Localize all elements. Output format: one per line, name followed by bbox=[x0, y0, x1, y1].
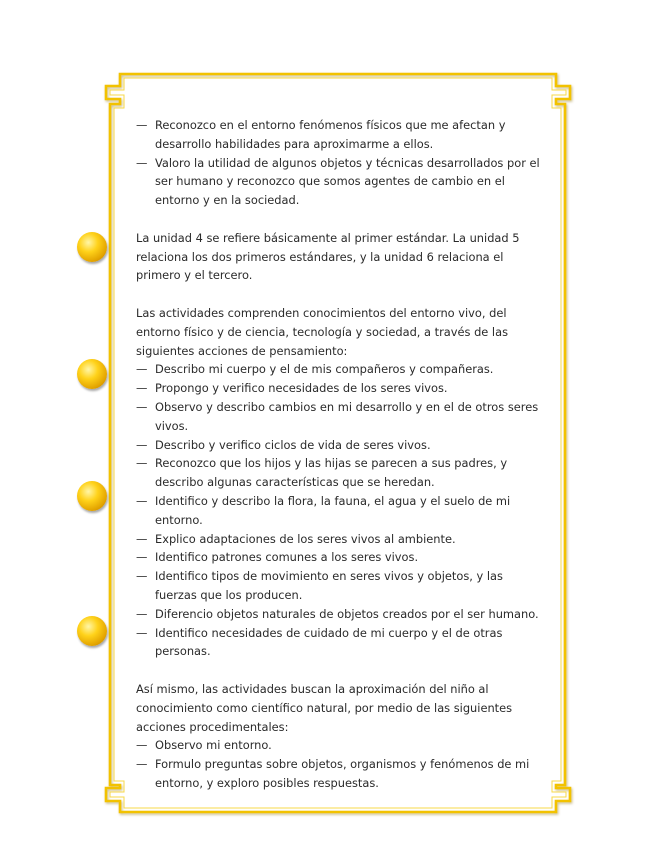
list-item: — Reconozco que los hijos y las hijas se parecen a sus padres, y describo algunas características que se heredan. bbox=[136, 456, 508, 490]
list-item: — Formulo preguntas sobre objetos, organismos y fenómenos de mi entorno, y exploro posibles respuestas. bbox=[136, 757, 530, 790]
list-item: — Describo mi cuerpo y el de mis compañeros y compañeras. bbox=[136, 362, 494, 377]
gold-bullet-decoration bbox=[77, 481, 107, 511]
list-item: — Valoro la utilidad de algunos objetos y técnicas desarrollados por el ser humano y reconozco que somos agentes de cambio en el entorno y en la sociedad. bbox=[136, 155, 540, 208]
list-item: — Identifico patrones comunes a los seres vivos. bbox=[136, 550, 419, 565]
list-item: — Identifico y describo la flora, la fauna, el agua y el suelo de mi entorno. bbox=[136, 493, 511, 527]
list-item: — Observo mi entorno. bbox=[136, 738, 272, 753]
procedural-actions-list bbox=[136, 736, 541, 792]
paragraph-activities: Las actividades comprenden conocimientos del entorno vivo, del entorno físico y de ciencia, tecnología y sociedad, a través de las siguientes acciones de pensamiento: bbox=[136, 305, 509, 358]
gold-bullet-decoration bbox=[77, 616, 107, 646]
list-item: — Diferencio objetos naturales de objetos creados por el ser humano. bbox=[136, 606, 539, 621]
list-item: — Identifico tipos de movimiento en seres vivos y objetos, y las fuerzas que los producen. bbox=[136, 569, 503, 602]
paragraph-procedural: Así mismo, las actividades buscan la aproximación del niño al conocimiento como científico natural, por medio de las siguientes acciones procedimentales: bbox=[136, 681, 513, 734]
list-item: — Propongo y verifico necesidades de los seres vivos. bbox=[136, 381, 448, 396]
list-item: — Observo y describo cambios en mi desarrollo y en el de otros seres vivos. bbox=[136, 399, 539, 433]
thinking-actions-list bbox=[136, 360, 541, 661]
list-item: — Identifico necesidades de cuidado de mi cuerpo y el de otras personas. bbox=[136, 625, 503, 659]
list-item: — Explico adaptaciones de los seres vivos al ambiente. bbox=[136, 531, 456, 546]
gold-bullet-decoration bbox=[77, 359, 107, 389]
gold-bullet-decoration bbox=[77, 232, 107, 262]
intro-list bbox=[136, 116, 541, 210]
list-item: — Reconozco en el entorno fenómenos físicos que me afectan y desarrollo habilidades para aproximarme a ellos. bbox=[136, 118, 506, 151]
page-content bbox=[136, 116, 541, 793]
paragraph-units: La unidad 4 se refiere básicamente al primer estándar. La unidad 5 relaciona los dos primeros estándares, y la unidad 6 relaciona el primero y el tercero. bbox=[136, 230, 520, 283]
list-item: — Describo y verifico ciclos de vida de seres vivos. bbox=[136, 437, 431, 452]
